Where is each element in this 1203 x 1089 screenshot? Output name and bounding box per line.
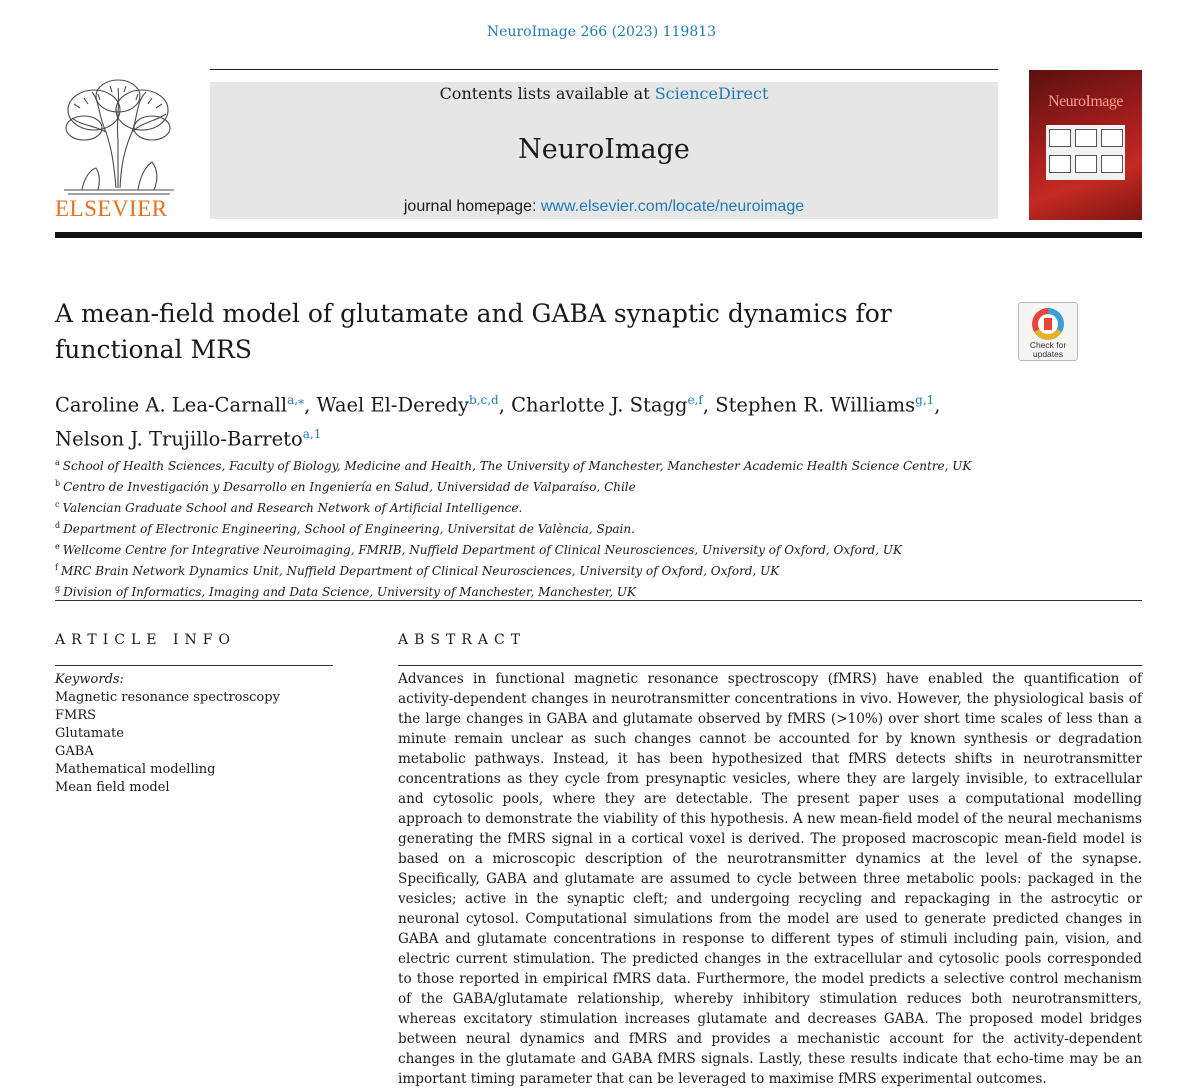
sciencedirect-link[interactable]: ScienceDirect [654, 84, 769, 103]
keyword-item: FMRS [55, 708, 97, 723]
affiliation-item: $^f$ MRC Brain Network Dynamics Unit, Nuffield Department of Clinical Neurosciences, University of Oxford, Oxford, UK [55, 563, 780, 578]
affiliation-item: $^c$ Valencian Graduate School and Research Network of Artificial Intelligence. [55, 500, 523, 515]
cover-figure-panel [1046, 125, 1125, 180]
keyword-item: Glutamate [55, 726, 124, 741]
cover-figure-cell [1075, 155, 1097, 173]
journal-homepage-link[interactable]: www.elsevier.com/locate/neuroimage [540, 198, 805, 215]
contents-prefix: Contents lists available at [439, 84, 650, 103]
crossmark-label: Check for updates [1029, 340, 1067, 359]
author-name[interactable]: Stephen R. Williams [715, 393, 916, 417]
affiliation-item: $^b$ Centro de Investigación y Desarrollo en Ingeniería en Salud, Universidad de Valparaíso, Chile [55, 479, 636, 494]
keywords-label: Keywords: [55, 672, 124, 687]
cover-figure-cell [1101, 129, 1123, 147]
author-name[interactable]: Nelson J. Trujillo-Barreto [55, 427, 303, 450]
abstract-rule [398, 665, 1142, 666]
bookmark-icon [1044, 318, 1052, 330]
header-top-rule [210, 69, 998, 70]
cover-figure-cell [1049, 155, 1071, 173]
cover-title: NeuroImage [1048, 93, 1123, 110]
cover-figure-cell [1075, 129, 1097, 147]
journal-citation[interactable] [0, 24, 1203, 40]
author-affiliation-marks[interactable]: g,1 [915, 393, 935, 407]
cover-figure-cell [1049, 129, 1071, 147]
author-affiliation-marks[interactable]: e,f [687, 393, 703, 407]
article-info-rule [55, 665, 333, 666]
citation-link[interactable]: NeuroImage 266 (2023) 119813 [486, 24, 717, 40]
article-info-heading: ARTICLE INFO [55, 632, 236, 648]
crossmark-icon [1032, 308, 1064, 340]
author-list: Caroline A. Lea-Carnall$^{a,⁎}$, Wael El-Deredy$^{b,c,d}$, Charlotte J. Stagg$^{e,f}$, Stephen R. Williams$^{g,1}$, Nelson J. Trujillo-Barreto$^{a,1}$ [55, 393, 941, 450]
author-affiliation-marks[interactable]: a,⁎ [287, 393, 305, 407]
affiliation-item: $^d$ Department of Electronic Engineering, School of Engineering, Universitat de València, Spain. [55, 521, 635, 536]
author-name[interactable]: Charlotte J. Stagg [511, 393, 688, 417]
article-title: A mean-field model of glutamate and GABA synaptic dynamics for functional MRS [55, 299, 892, 364]
check-for-updates-button[interactable] [1018, 302, 1078, 361]
abstract-heading: ABSTRACT [398, 632, 527, 648]
section-divider [55, 600, 1142, 601]
keyword-item: Magnetic resonance spectroscopy [55, 690, 280, 705]
homepage-line [210, 198, 998, 216]
keyword-item: Mathematical modelling [55, 762, 216, 777]
journal-name: NeuroImage [518, 134, 690, 165]
author-affiliation-marks[interactable]: a,1 [302, 426, 322, 441]
author-name[interactable]: Caroline A. Lea-Carnall [55, 393, 288, 417]
keyword-item: Mean field model [55, 780, 170, 795]
homepage-prefix: journal homepage: [403, 198, 537, 215]
elsevier-wordmark: ELSEVIER [55, 196, 168, 221]
affiliation-list [55, 454, 1055, 601]
author-name[interactable]: Wael El-Deredy [316, 393, 470, 417]
header-thick-rule [55, 232, 1142, 238]
affiliation-item: $^a$ School of Health Sciences, Faculty of Biology, Medicine and Health, The University of Manchester, Manchester Academic Health Science Centre, UK [55, 458, 972, 473]
affiliation-item: $^e$ Wellcome Centre for Integrative Neuroimaging, FMRIB, Nuffield Department of Clinical Neurosciences, University of Oxford, Oxford, UK [55, 542, 902, 557]
journal-banner [210, 82, 998, 219]
journal-cover-thumbnail[interactable] [1029, 70, 1142, 220]
cover-figure-cell [1101, 155, 1123, 173]
contents-line [210, 84, 998, 103]
keyword-list [55, 689, 333, 797]
affiliation-item: $^g$ Division of Informatics, Imaging and Data Science, University of Manchester, Manchester, UK [55, 584, 637, 599]
author-affiliation-marks[interactable]: b,c,d [469, 393, 499, 407]
abstract-body: Advances in functional magnetic resonance spectroscopy (fMRS) have enabled the quantification of activity-dependent changes in neurotransmitter concentrations in vivo. However, the physiological basis of the large changes in GABA and glutamate observed by fMRS (>10%) over short time scales of less than a minute remain unclear as such changes cannot be accounted for by known synthesis or degradation metabolic pathways. Instead, it has been hypothesized that fMRS detects shifts in neurotransmitter concentrations as they cycle from presynaptic vesicles, where they are largely invisible, to extracellular and cytosolic pools, where they are detectable. The present paper uses a computational modelling approach to demonstrate the viability of this hypothesis. A new mean-field model of the neural mechanisms generating the fMRS signal in a cortical voxel is derived. The proposed macroscopic mean-field model is based on a microscopic description of the neurotransmitter dynamics at the level of the synapse. Specifically, GABA and glutamate are assumed to cycle between three metabolic pools: packaged in the vesicles; active in the synaptic cleft; and undergoing recycling and repackaging in the astrocytic or neuronal cytosol. Computational simulations from the model are used to generate predicted changes in GABA and glutamate concentrations in response to different types of stimuli including pain, vision, and electric current stimulation. The predicted changes in the extracellular and cytosolic pools corresponded to those reported in empirical fMRS data. Furthermore, the model predicts a selective control mechanism of the GABA/glutamate relationship, whereby inhibitory stimulation reduces both neurotransmitters, whereas excitatory stimulation increases glutamate and decreases GABA. The proposed model bridges between neural dynamics and fMRS and provides a mechanistic account for the activity-dependent changes in the glutamate and GABA fMRS signals. Lastly, these results indicate that echo-time may be an important timing parameter that can be leveraged to maximise fMRS experimental outcomes. [398, 671, 1142, 1087]
keywords-block [55, 671, 333, 797]
keyword-item: GABA [55, 744, 94, 759]
